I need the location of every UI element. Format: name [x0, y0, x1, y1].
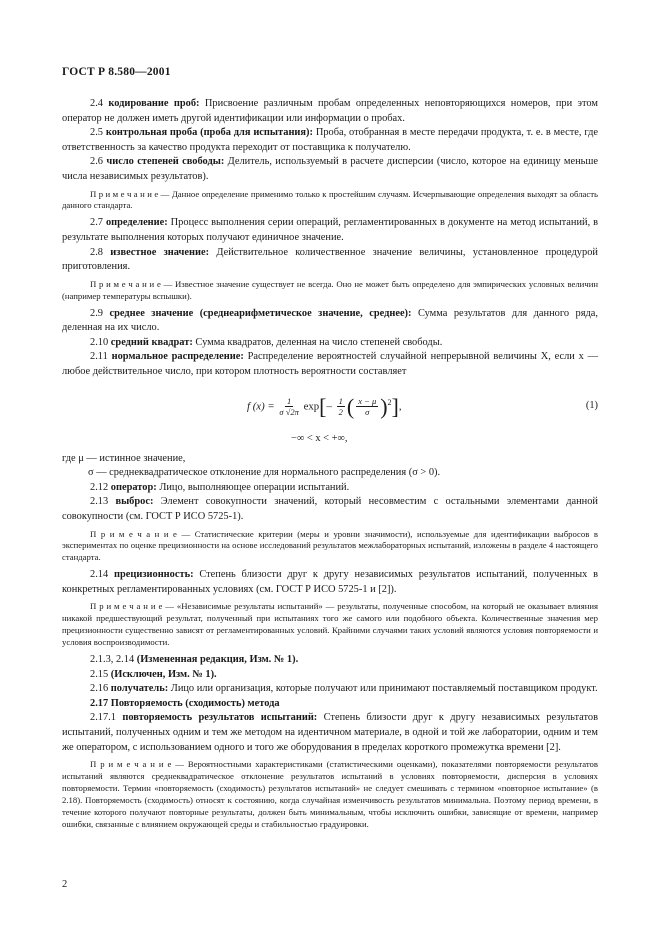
term: выброс: [115, 496, 154, 508]
note-2 [62, 279, 598, 303]
note-label: П р и м е ч а н и е [90, 601, 163, 612]
note-label: П р и м е ч а н и е [90, 759, 172, 770]
term: число степеней свободы: [106, 156, 225, 168]
section-number: 2.5 [90, 127, 103, 139]
section-2-4 [62, 97, 598, 126]
fraction-denominator: σ [365, 407, 370, 418]
amendment-text: (Измененная редакция, Изм. № 1). [136, 654, 299, 666]
term: определение: [105, 217, 168, 229]
section-2-12 [62, 481, 598, 496]
formula-power: 2 [387, 397, 392, 407]
formula-inner-fraction [356, 396, 378, 417]
fraction-numerator: 1 [338, 396, 343, 407]
section-number: 2.11 [90, 351, 108, 363]
formula-exp: exp [303, 400, 320, 413]
amendment-ref: 2.1.3, 2.14 [90, 654, 137, 666]
page-number: 2 [62, 879, 68, 890]
section-2-17-1 [62, 711, 598, 755]
section-2-16 [62, 682, 598, 697]
section-number: 2.9 [90, 307, 103, 319]
section-number: 2.7 [90, 217, 103, 229]
section-number: 2.4 [90, 98, 103, 109]
note-label: П р и м е ч а н и е [90, 278, 161, 289]
fraction-numerator: 1 [287, 396, 292, 407]
definition: Сумма квадратов, деленная на число степеней свободы. [195, 336, 443, 348]
definition: Элемент совокупности значений, который несовместим с остальными элементами данной совокупности (см. ГОСТ Р ИСО 5725-1). [62, 496, 598, 522]
note-text: — «Независимые результаты испытаний» — результаты, полученные способом, на который не оказывает влияния никакой предшествующий результат, полученный при испытаниях того же самого или подобного объекта. Количественные значения мер прецизионности существенно зависят от регламентированных условий. Крайними случаями таких условий являются условия повторяемости и условия воспроизводимости. [62, 601, 599, 648]
formula-1 [62, 388, 598, 430]
section-number: 2.12 [90, 481, 109, 493]
section-2-10 [62, 336, 598, 351]
section-number: 2.6 [90, 156, 103, 168]
definition: Делитель, используемый в расчете дисперсии (число, которое на единицу меньше числа независимых результатов). [62, 156, 598, 182]
term: кодирование проб: [108, 98, 200, 109]
section-number: 2.13 [90, 496, 109, 508]
formula-fraction [279, 396, 299, 417]
note-text: — Статистические критерии (меры и уровни значимости), используемые для идентификации выбросов в экспериментах по оценке прецизионности на основе исследований результатов межлабораторных испытаний, изложены в разделе 4 настоящего стандарта. [62, 528, 598, 563]
term: повторяемость результатов испытаний: [122, 712, 318, 724]
formula-number: (1) [585, 399, 598, 411]
definition: Степень близости друг к другу независимых результатов испытаний, полученных одним и тем же методом на идентичном материале, в одной и той же лаборатории, одним и тем же оператором, с использованием одного и того же оборудования в пределах короткого промежутка времени [2]. [62, 712, 598, 753]
definition: Лицо, выполняющее операции испытаний. [159, 481, 350, 493]
section-2-5 [62, 126, 598, 155]
legend-mu: где μ — истинное значение, [62, 452, 186, 464]
right-paren: ) [380, 393, 388, 419]
note-1 [62, 189, 598, 213]
note-text: — Данное определение применимо только к простейшим случаям. Исчерпывающие определения выходят за область данного стандарта. [62, 188, 599, 211]
section-number: 2.14 [90, 569, 109, 581]
section-number: 2.17.1 [90, 712, 116, 724]
document-body [62, 97, 598, 835]
section-2-6 [62, 155, 598, 184]
term: прецизионность: [113, 569, 194, 581]
term: нормальное распределение: [111, 351, 244, 363]
definition: Проба, отобранная в месте передачи продукта, т. е. в месте, где ответственность за качество продукта переходит от поставщика к получателю. [62, 127, 598, 153]
section-number: 2.8 [90, 246, 103, 258]
definition: Действительное количественное значение величины, установленное процедурой приготовления. [62, 246, 598, 273]
term: известное значение: [110, 246, 210, 258]
section-2-13 [62, 495, 598, 524]
note-label: П р и м е ч а н и е [90, 188, 159, 199]
note-5 [62, 759, 598, 830]
section-2-8 [62, 246, 598, 275]
left-paren: ( [346, 393, 355, 419]
note-label: П р и м е ч а н и е [90, 528, 177, 539]
amendment-text: (Исключен, Изм. № 1). [110, 668, 217, 680]
left-bracket: [ [319, 393, 327, 419]
formula-legend [62, 452, 598, 481]
amendment-2 [62, 668, 598, 683]
amendment-ref: 2.15 [90, 668, 111, 680]
formula-half [337, 396, 345, 417]
section-number: 2.16 [90, 683, 109, 695]
term: получатель: [110, 683, 169, 695]
section-2-14 [62, 568, 598, 597]
definition: Степень близости друг к другу независимых результатов испытаний, полученных в конкретных регламентированных условиях (см. ГОСТ Р ИСО 5725-1 и [2]). [62, 569, 598, 595]
formula-lhs: f (x) = [247, 400, 275, 413]
amendment-1 [62, 653, 598, 668]
term: оператор: [110, 481, 157, 493]
right-bracket: ] [391, 393, 399, 419]
section-2-17-title: 2.17 Повторяемость (сходимость) метода [90, 697, 280, 709]
fraction-denominator: 2 [338, 407, 343, 418]
term: среднее значение (среднеарифметическое значение, среднее): [109, 307, 412, 319]
term: контрольная проба (проба для испытания): [105, 127, 313, 139]
note-3 [62, 529, 598, 565]
section-2-7 [62, 216, 598, 245]
formula-expression: f (x) = $\frac{1}{\sigma √2\pi}$ exp[– $\frac{1}{2}$ ( $\frac{x - \mu}{\sigma}$ )$^2$], [247, 393, 402, 419]
document-header: ГОСТ Р 8.580—2001 [62, 66, 171, 78]
section-2-9 [62, 307, 598, 336]
definition: Присвоение различным пробам определенных неповторяющихся номеров, при этом оператор не должен иметь другой идентификации или информации о пробах. [62, 98, 598, 124]
section-number: 2.10 [90, 336, 109, 348]
fraction-numerator: x − μ [358, 396, 377, 407]
definition: Лицо или организация, которые получают или принимают поставляемый поставщиком продукт. [170, 683, 598, 695]
formula-range: −∞ < x < +∞, [291, 432, 348, 444]
note-text: — Известное значение существует не всегда. Оно не может быть определено для эмпирических условных величин (например температуры вспышки). [62, 278, 598, 301]
term: средний квадрат: [110, 336, 193, 348]
fraction-denominator: σ √2π [279, 407, 299, 418]
section-2-11 [62, 350, 598, 379]
definition: Сумма результатов для данного ряда, деленная на их число. [62, 307, 598, 334]
definition: Распределение вероятностей случайной непрерывной величины X, если x — любое действительное число, при котором плотность вероятности составляет [62, 351, 598, 377]
legend-sigma: σ — среднеквадратическое отклонение для нормального распределения (σ > 0). [88, 467, 441, 479]
note-4 [62, 601, 598, 649]
note-text: — Вероятностными характеристиками (статистическими оценками), показателями повторяемости результатов испытаний являются среднеквадратическое отклонение результатов испытаний в условиях повторяемости, дисперсия в условиях повторяемости. Термин «повторяемость (сходимость) результатов испытаний» не следует смешивать с термином «повторное испытание» (в 2.18). Повторяемость (сходимость) относят к состоянию, когда случайная изменчивость результатов минимальна. Поэтому период времени, в течение которого получают повторные результаты, должен быть минимальным, чтобы исключить ошибки, зависящие от времени, например ошибки, связанные с влиянием окружающей среды и стабильностью градуировки. [62, 759, 599, 829]
definition: Процесс выполнения серии операций, регламентированных в документе на метод испытаний, в результате выполнения которых получают единичное значение. [62, 217, 598, 243]
